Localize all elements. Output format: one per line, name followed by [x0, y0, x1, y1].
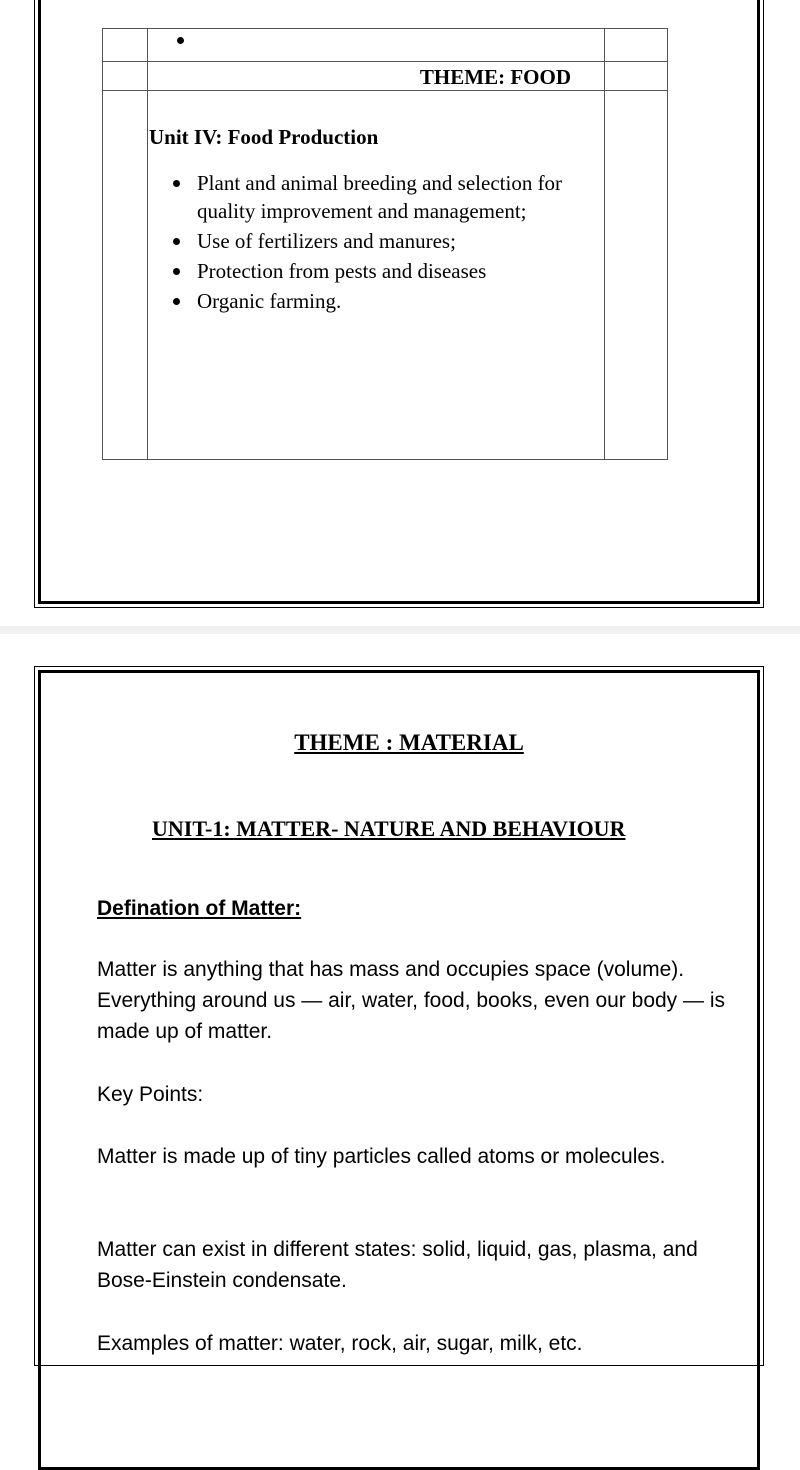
table-cell [148, 91, 605, 460]
empty-bullet-dot [177, 37, 184, 44]
table-cell [148, 29, 605, 62]
table-cell [605, 29, 668, 62]
table-cell [148, 62, 605, 91]
list-item: Organic farming. [197, 287, 604, 315]
list-item: Use of fertilizers and manures; [197, 227, 604, 255]
key-point-paragraph: Matter is made up of tiny particles called atoms or molecules. [97, 1145, 666, 1168]
table-cell [103, 62, 148, 91]
unit-iv-title: Unit IV: Food Production [149, 125, 379, 149]
unit-1-title: UNIT-1: MATTER- NATURE AND BEHAVIOUR [152, 816, 626, 841]
theme-material-heading: THEME : MATERIAL [294, 730, 524, 755]
definition-heading: Defination of Matter: [97, 897, 302, 920]
table-cell [103, 91, 148, 460]
table-row [103, 29, 668, 62]
list-item: Protection from pests and diseases [197, 257, 604, 285]
table-cell [103, 29, 148, 62]
table-cell [605, 91, 668, 460]
page-separator [0, 626, 800, 634]
unit-iv-list [148, 169, 604, 315]
table-row [103, 91, 668, 460]
key-point-paragraph: Matter can exist in different states: solid, liquid, gas, plasma, and Bose-Einstein condensate. [97, 1238, 698, 1292]
table-row [103, 62, 668, 91]
theme-food-heading: THEME: FOOD [419, 65, 571, 89]
key-point-paragraph: Examples of matter: water, rock, air, sugar, milk, etc. [97, 1332, 583, 1355]
syllabus-table [102, 28, 668, 460]
table-cell [605, 62, 668, 91]
definition-paragraph: Matter is anything that has mass and occupies space (volume). Everything around us — air, water, food, books, even our body — is made up of matter. [97, 958, 726, 1043]
key-points-label: Key Points: [97, 1083, 204, 1106]
list-item: Plant and animal breeding and selection for quality improvement and management; [197, 169, 604, 225]
